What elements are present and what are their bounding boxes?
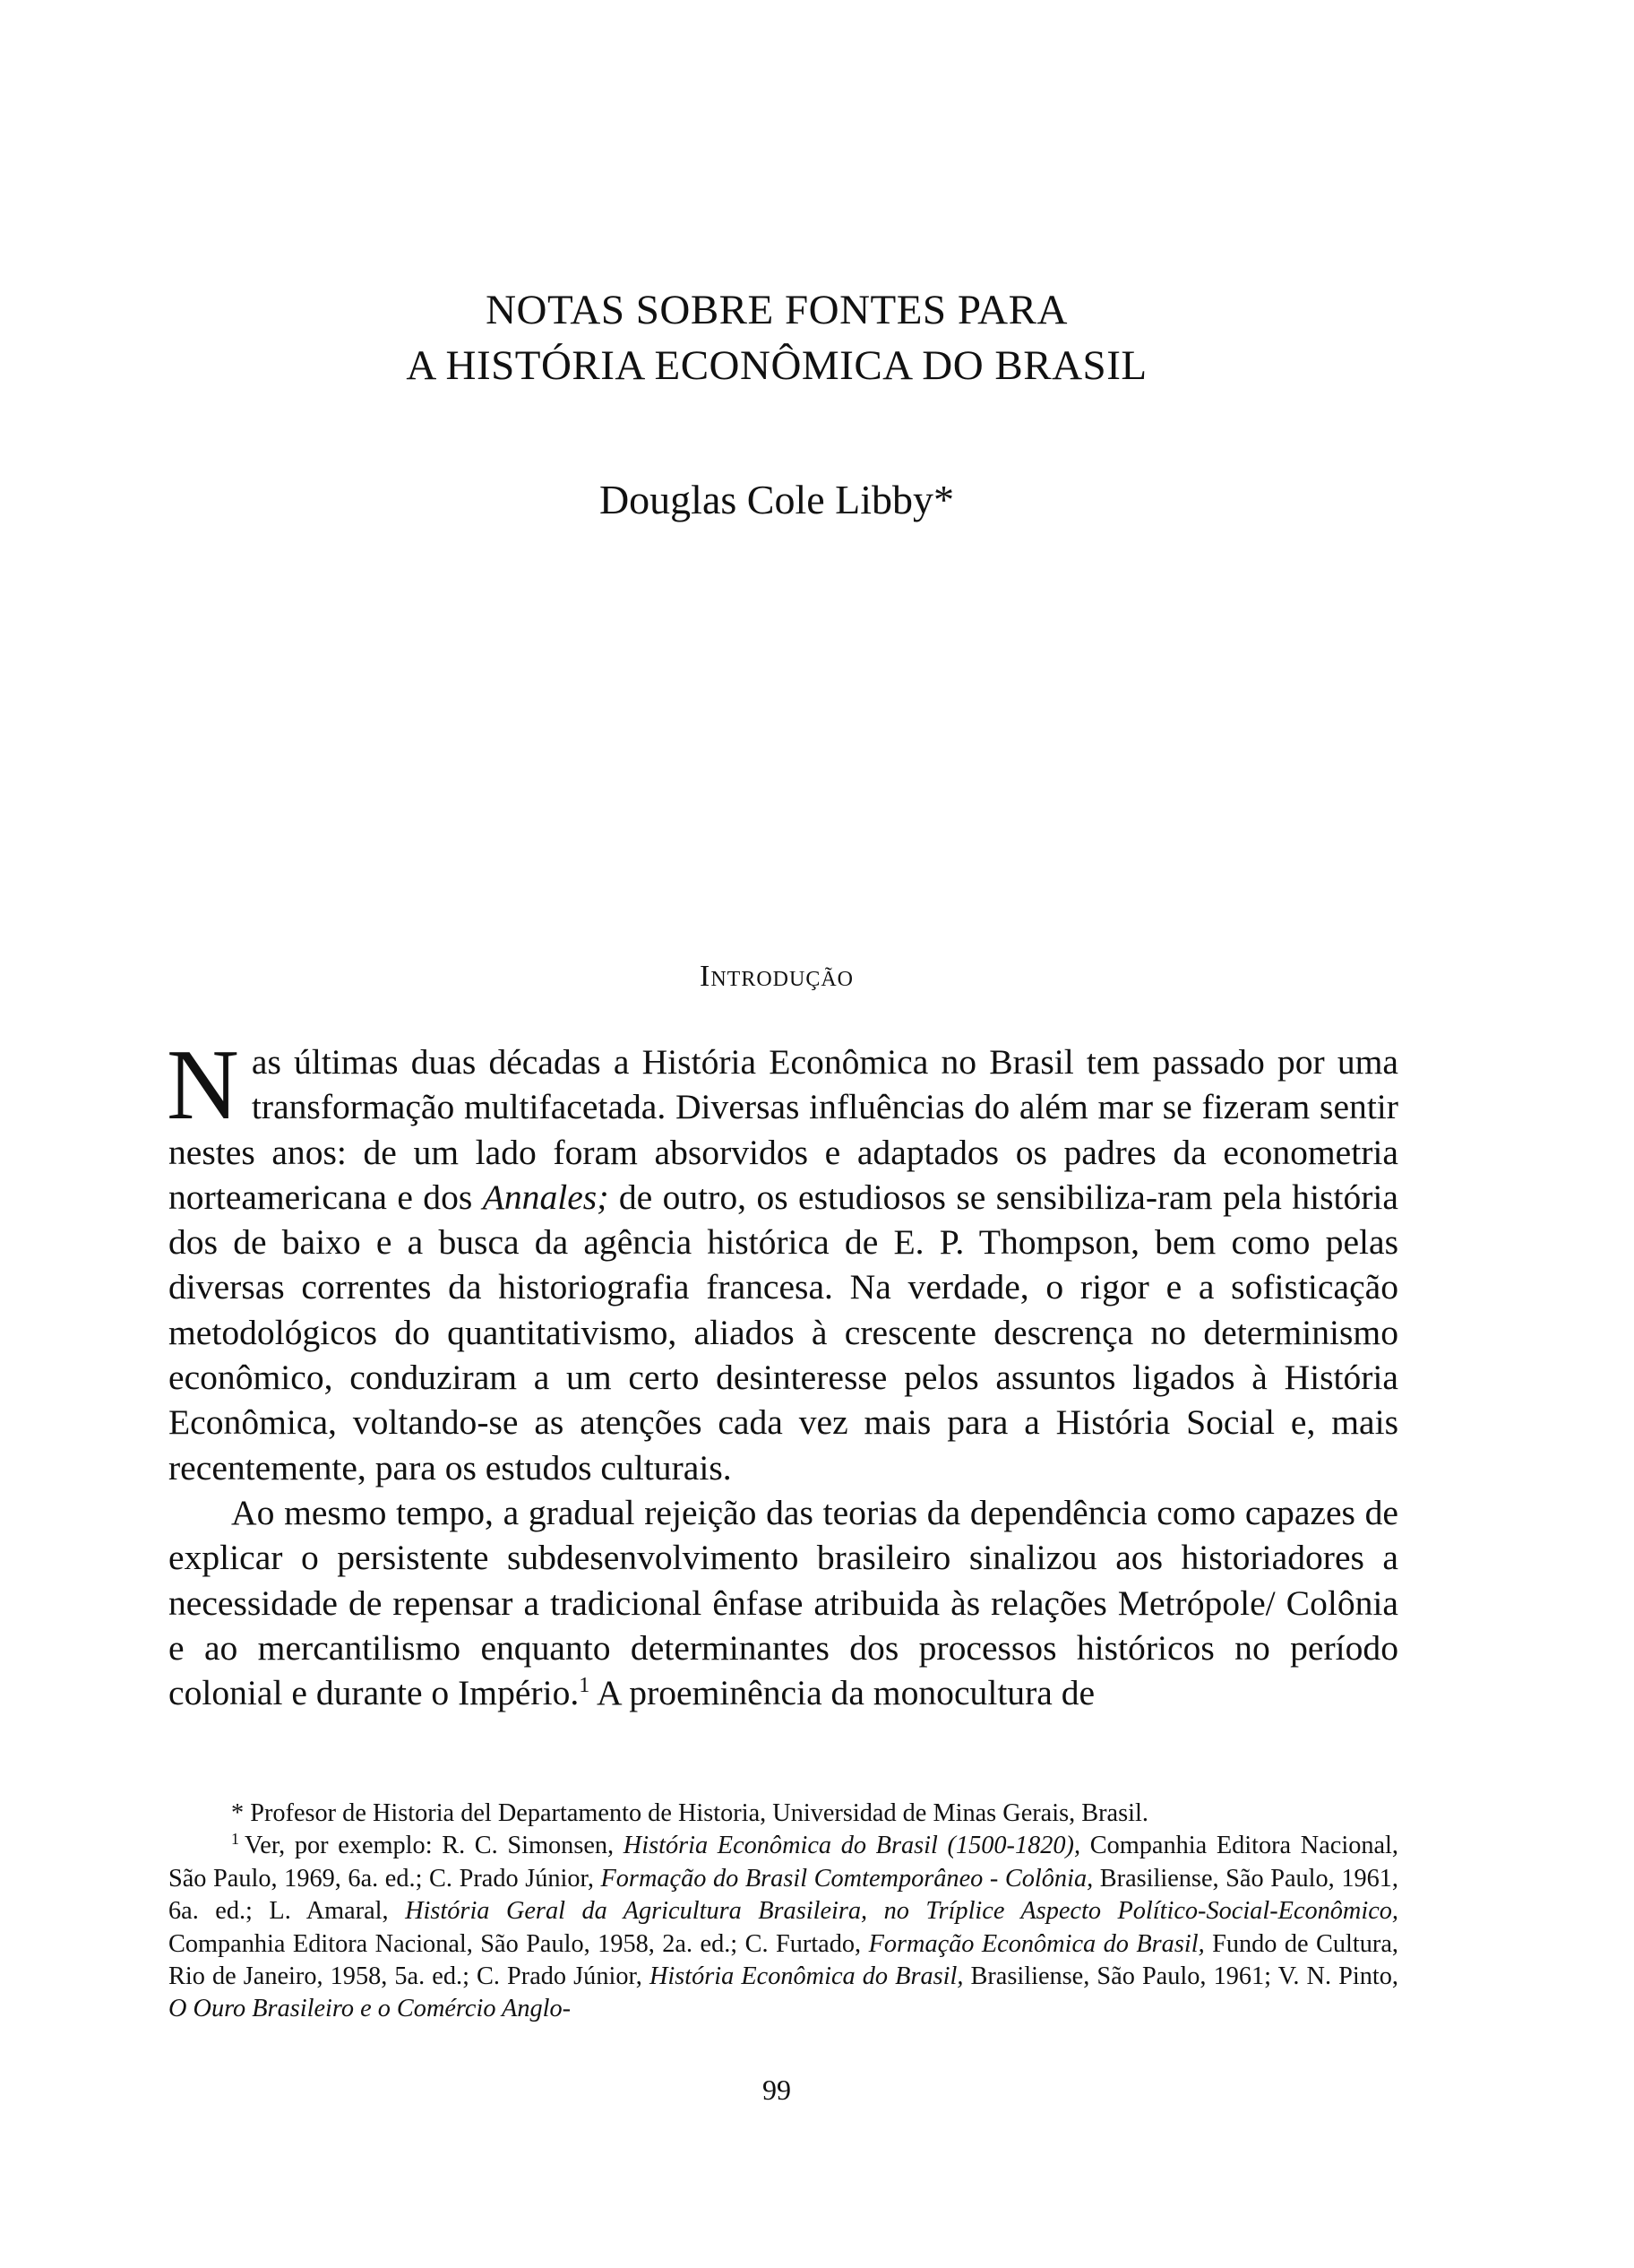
footnote-author: * Profesor de Historia del Departamento de Historia, Universidad de Minas Gerais, Brasil. <box>231 1799 1148 1827</box>
footnote-1-text-k: Brasiliense, São Paulo, 1961; V. N. Pinto, <box>963 1962 1398 1991</box>
paragraph-1-italic: Annales; <box>482 1177 609 1217</box>
body-text <box>167 1030 1398 1715</box>
footnote-1-text-g: Companhia Editora Nacional, São Paulo, 1958, 2a. ed.; C. Furtado, <box>168 1929 869 1958</box>
footnote-1-text-c: Companhia Editora Nacional, São Paulo, 1969, 6a. ed.; C. Prado Júnior, <box>168 1832 1398 1893</box>
paragraph-2-text-b: A proeminência da monocultura de <box>589 1673 1096 1713</box>
paragraph-1-text-b: de outro, os estudiosos se sensibiliza-ram pela história dos de baixo e a busca da agência histórica de E. P. Thompson, bem como pelas diversas correntes da historiografia francesa. Na verdade, o rigor e a sofisticação metodológicos do quantitativismo, aliados à crescente descrença no determinismo econômico, conduziram a um certo desinteresse pelos assuntos ligados à História Econômica, voltando-se as atenções cada vez mais para a História Social e, mais recentemente, para os estudos culturais. <box>168 1177 1398 1488</box>
paragraph-2-text-a: Ao mesmo tempo, a gradual rejeição das teorias da dependência como capazes de explicar o persistente subdesenvolvimento brasileiro sinalizou aos historiadores a necessidade de repensar a tradicional ênfase atribuida às relações Metrópole/ Colônia e ao mercantilismo enquanto determinantes dos processos históricos no período colonial e durante o Império. <box>168 1492 1398 1713</box>
paragraph-1-text-a: as últimas duas décadas a História Econômica no Brasil tem passado por uma transformação multifacetada. Diversas influências do além mar se fizeram sentir nestes anos: de um lado foram absorvidos e adaptados os padres da econometria norteamericana e dos <box>168 1042 1398 1217</box>
article-title-line-1: NOTAS SOBRE FONTES PARA <box>486 287 1068 333</box>
footnote-1-text-i: Fundo de Cultura, Rio de Janeiro, 1958, 5a. ed.; C. Prado Júnior, <box>168 1929 1398 1991</box>
paragraph-1 <box>167 1030 1398 1490</box>
footnotes <box>168 1798 1398 2026</box>
paragraph-2 <box>168 1490 1398 1715</box>
footnote-1-italic-l: O Ouro Brasileiro e o Comércio Anglo- <box>168 1995 572 2023</box>
drop-cap: N <box>167 1030 239 1141</box>
footnote-reference-1: 1 <box>579 1673 590 1697</box>
author-name: Douglas Cole Libby* <box>598 477 955 522</box>
footnote-1-italic-b: História Econômica do Brasil (1500-1820), <box>623 1832 1081 1860</box>
article-title-line-2: A HISTÓRIA ECONÔMICA DO BRASIL <box>406 342 1148 389</box>
footnote-1-marker: 1 <box>231 1829 239 1848</box>
footnote-1-italic-j: História Econômica do Brasil, <box>649 1962 964 1991</box>
footnote-1-text-e: Brasiliense, São Paulo, 1961, 6a. ed.; L. Amaral, <box>168 1864 1399 1926</box>
article-title <box>0 282 1553 393</box>
footnote-1-italic-f: História Geral da Agricultura Brasileira, no Tríplice Aspecto Político-Social-Econômico, <box>405 1897 1398 1926</box>
section-heading: Introdução <box>700 960 854 993</box>
footnote-1 <box>168 1830 1398 2025</box>
footnote-1-text-a: Ver, por exemplo: R. C. Simonsen, <box>245 1832 624 1860</box>
footnote-1-italic-d: Formação do Brasil Comtemporâneo - Colônia, <box>600 1864 1094 1893</box>
page-number: 99 <box>762 2074 791 2106</box>
footnote-1-italic-h: Formação Econômica do Brasil, <box>868 1929 1205 1958</box>
